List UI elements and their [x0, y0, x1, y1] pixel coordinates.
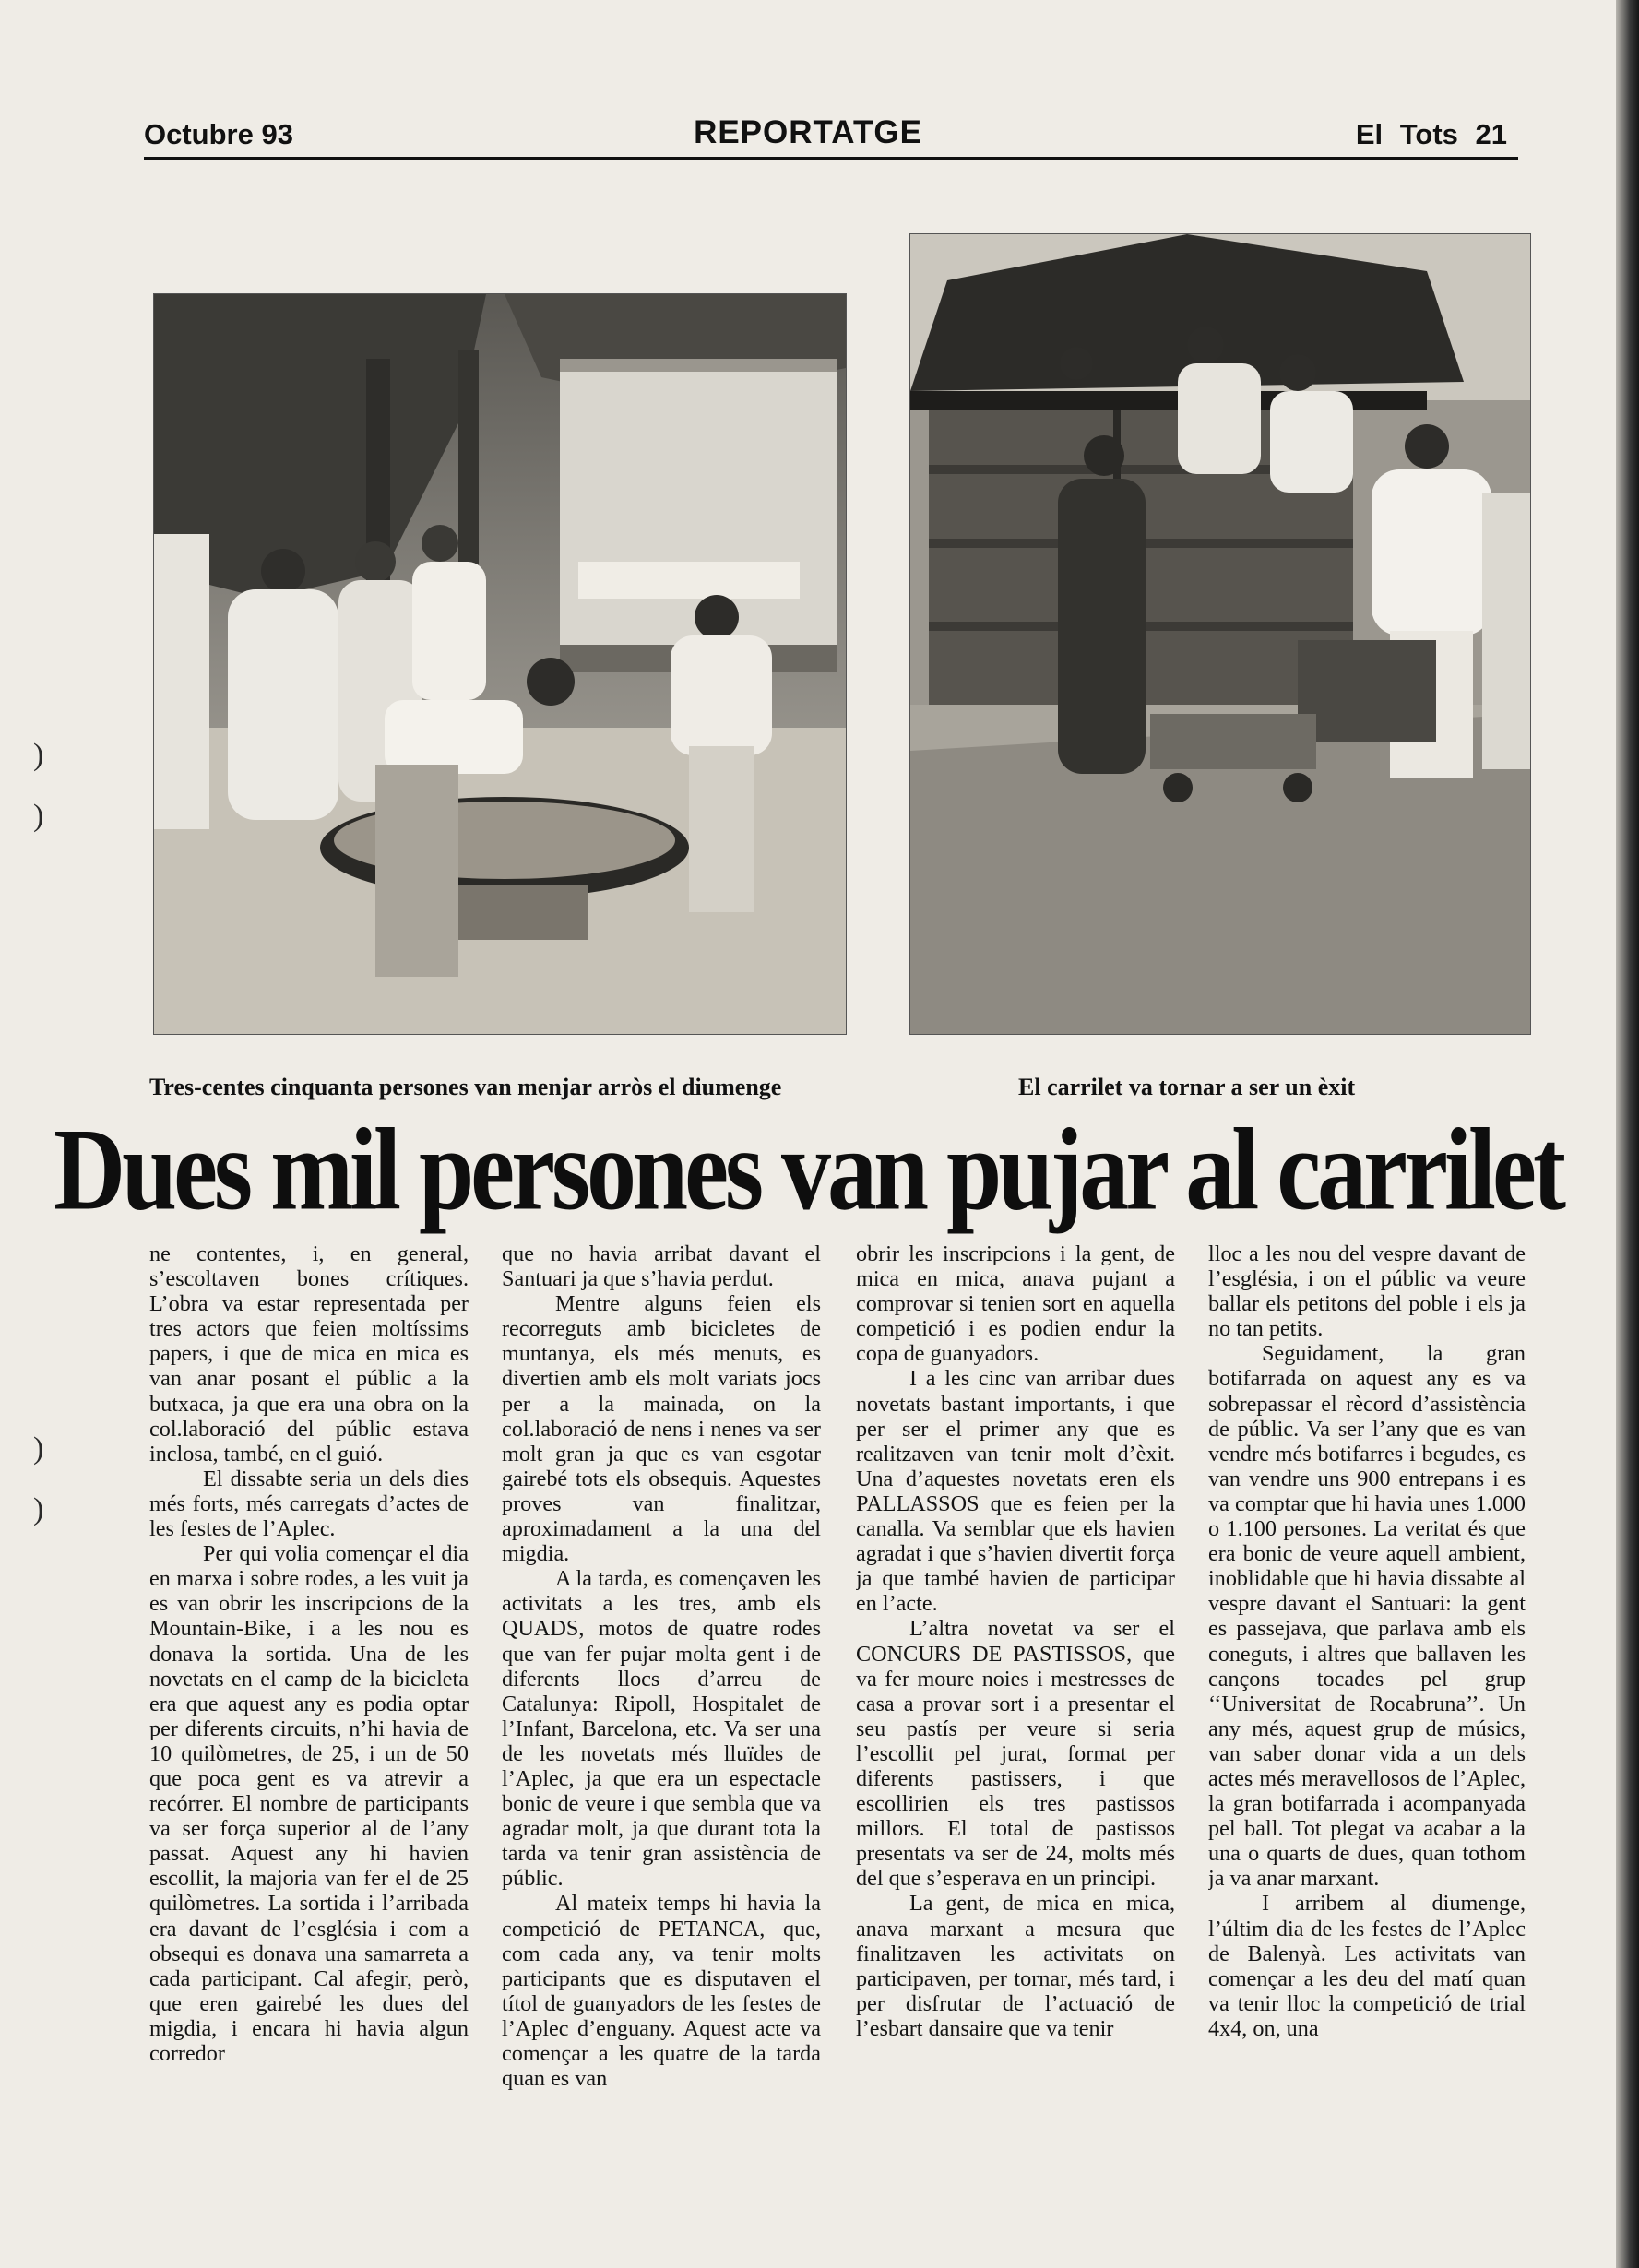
section-title: REPORTATGE: [694, 114, 922, 150]
paragraph: A la tarda, es començaven les activitats a les tres, amb els QUADS, motos de quatre rodes que van fer pujar molta gent i de diferents llocs d’arreu de Catalunya: Ripoll, Hospitalet de l’Infant, Barcelona, etc. Va ser una de les novetats més lluïdes de l’Aplec, ja que era un espectacle bonic de veure i que sembla que va agradar molt, ja que durant tota la tarda va tenir gran assistència de públic.: [502, 1566, 821, 1892]
paella-photo: [153, 293, 847, 1035]
binding-mark: ): [33, 1492, 44, 1526]
paragraph: La gent, de mica en mica, anava marxant a mesura que finalitzaven les activitats on participaven, per tornar, més tard, i per disfrutar de l’actuació de l’esbart dansaire que va tenir: [856, 1891, 1175, 2041]
paragraph: Per qui volia començar el dia en marxa i sobre rodes, a les vuit ja es van obrir les inscripcions de la Mountain-Bike, i a les nou es donava la sortida. Una de les novetats en el camp de la bicicleta era que aquest any es podia optar per diferents circuits, n’hi havia de 10 quilòmetres, de 25, i un de 50 que poca gent es va atrevir a recórrer. El nombre de participants va ser força superior al de l’any passat. Aquest any hi havien escollit, la majoria van fer el de 25 quilòmetres. La sortida i l’arribada era davant de l’església i com a obsequi es donava una samarreta a cada participant. Cal afegir, però, que eren gairebé les dues del migdia, i encara hi havia algun corredor: [149, 1541, 469, 2066]
publication-page: El Tots 21: [1355, 118, 1507, 150]
binding-mark: ): [33, 1431, 44, 1466]
binding-mark: ): [33, 799, 44, 833]
binding-mark: ): [33, 738, 44, 772]
paragraph: I arribem al diumenge, l’últim dia de les festes de l’Aplec de Balenyà. Les activitats van començar a les deu del matí quan va tenir lloc la competició de trial 4x4, on, una: [1208, 1891, 1526, 2041]
article-column-2: [502, 1241, 821, 2118]
paella-photo-caption: Tres-centes cinquanta persones van menjar arròs el diumenge: [149, 1074, 782, 1100]
article-column-1: [149, 1241, 469, 2118]
paragraph: lloc a les nou del vespre davant de l’església, i on el públic va veure ballar els petitons del poble i els ja no tan petits.: [1208, 1241, 1526, 1342]
article-column-4: [1208, 1241, 1526, 2118]
header-rule: [144, 157, 1518, 160]
carrilet-photo: [909, 233, 1531, 1035]
paragraph: ne contentes, i, en general, s’escoltaven bones crítiques. L’obra va estar representada per tres actors que feien moltíssims papers, i que de mica en mica es van anar posant el públic a la butxaca, ja que era una obra on la col.laboració del públic estava inclosa, també, en el guió.: [149, 1241, 469, 1466]
paragraph: Seguidament, la gran botifarrada on aquest any es va sobrepassar el rècord d’assistència de públic. Va ser l’any que es van vendre més botifarres i begudes, es van vendre uns 900 entrepans i es va comptar que hi havia unes 1.000 o 1.100 persones. La veritat és que era bonic de veure aquell ambient, inoblidable que hi havia dissabte al vespre davant el Santuari: la gent es passejava, que parlava amb els coneguts, i altres que ballaven les cançons tocades pel grup ‘‘Universitat de Rocabruna’’. Un any més, aquest grup de músics, van saber donar vida a un dels actes més meravellosos de l’Aplec, la gran botifarrada i acompanyada pel ball. Tot plegat va acabar a la una o quarts de dues, quan tothom ja va anar marxant.: [1208, 1341, 1526, 1892]
paragraph: obrir les inscripcions i la gent, de mica en mica, anava pujant a comprovar si tenien sort en aquella competició i es podien endur la copa de guanyadors.: [856, 1241, 1175, 1367]
paragraph: El dissabte seria un dels dies més forts, més carregats d’actes de les festes de l’Aplec.: [149, 1466, 469, 1542]
paragraph: I a les cinc van arribar dues novetats bastant importants, i que per ser el primer any que es realitzaven van tenir molt d’èxit. Una d’aquestes novetats eren els PALLASSOS que es feien per la canalla. Va semblar que els havien agradat i que s’havien divertit força ja que també havien de participar en l’acte.: [856, 1366, 1175, 1617]
article-headline: Dues mil persones van pujar al carrilet: [53, 1105, 1562, 1235]
paragraph: Mentre alguns feien els recorreguts amb bicicletes de muntanya, els més menuts, es divertien amb els molt variats jocs per a la mainada, on la col.laboració de nens i nenes va ser molt gran ja que es van esgotar gairebé tots els obsequis. Aquestes proves van finalitzar, aproximadament a la una del migdia.: [502, 1291, 821, 1567]
issue-date: Octubre 93: [144, 118, 293, 150]
article-column-3: [856, 1241, 1175, 2118]
paragraph: Al mateix temps hi havia la competició de PETANCA, que, com cada any, va tenir molts participants que es disputaven el títol de guanyadors de les festes de l’Aplec d’enguany. Aquest acte va començar a les quatre de la tarda quan es van: [502, 1891, 821, 2092]
paragraph: que no havia arribat davant el Santuari ja que s’havia perdut.: [502, 1241, 821, 1292]
paragraph: L’altra novetat va ser el CONCURS DE PASTISSOS, que va fer moure noies i mestresses de casa a provar sort i a presentar el seu pastís per veure si seria l’escollit pel jurat, format per diferents pastissers, i que escollirien els tres pastissos millors. El total de pastissos presentats va ser de 24, molts més del que s’esperava en un principi.: [856, 1616, 1175, 1892]
carrilet-photo-caption: El carrilet va tornar a ser un èxit: [1018, 1074, 1356, 1100]
page-edge-shadow: [1616, 0, 1639, 2268]
